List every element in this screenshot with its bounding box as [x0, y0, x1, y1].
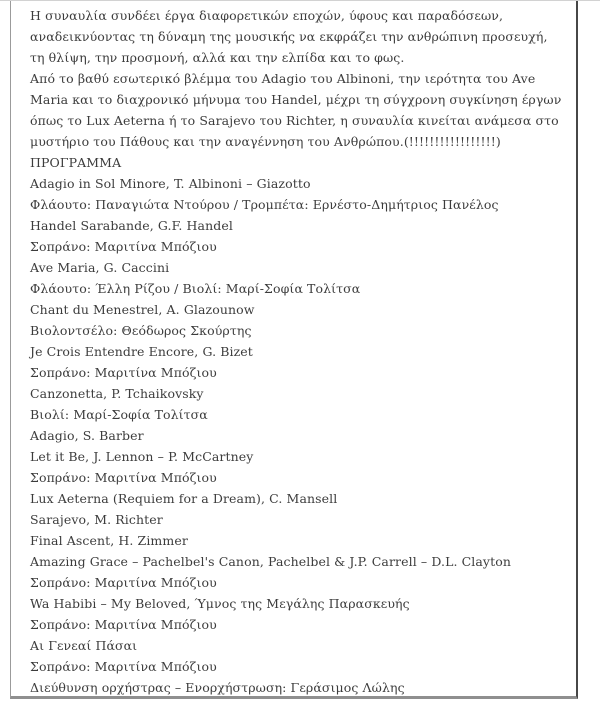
program-line: Διεύθυνση ορχήστρας – Ενορχήστρωση: Γεράσιμος Λώλης [30, 680, 405, 695]
intro-paragraph: Η συναυλία συνδέει έργα διαφορετικών εποχών, ύφους και παραδόσεων, αναδεικνύοντας τη δύναμη της μουσικής να εκφράζει την ανθρώπινη προσευχή, τη θλίψη, την προσμονή, αλλά και την ελπίδα και το φως. [30, 8, 548, 65]
program-line: Φλάουτο: Παναγιώτα Ντούρου / Τρομπέτα: Ερνέστο-Δημήτριος Πανέλος [30, 197, 499, 212]
program-line: Σοπράνο: Μαριτίνα Μπόζιου [30, 575, 217, 590]
program-line: Amazing Grace – Pachelbel's Canon, Pachelbel & J.P. Carrell – D.L. Clayton [30, 554, 511, 569]
program-line: Αι Γενεαί Πάσαι [30, 638, 138, 653]
program-line: Φλάουτο: Έλλη Ρίζου / Βιολί: Μαρί-Σοφία Τολίτσα [30, 281, 361, 296]
program-line: Adagio in Sol Minore, T. Albinoni – Giazotto [30, 176, 311, 191]
program-line: Lux Aeterna (Requiem for a Dream), C. Mansell [30, 491, 338, 506]
program-line: Final Ascent, H. Zimmer [30, 533, 188, 548]
program-list [30, 173, 562, 698]
program-line: Handel Sarabande, G.F. Handel [30, 218, 233, 233]
program-line: Βιολοντσέλο: Θεόδωρος Σκούρτης [30, 323, 252, 338]
program-line: Canzonetta, P. Tchaikovsky [30, 386, 204, 401]
program-line: Σοπράνο: Μαριτίνα Μπόζιου [30, 239, 217, 254]
program-line: Σοπράνο: Μαριτίνα Μπόζιου [30, 617, 217, 632]
program-line: Ave Maria, G. Caccini [30, 260, 170, 275]
program-heading: ΠΡΟΓΡΑΜΜΑ [30, 155, 122, 170]
program-line: Σοπράνο: Μαριτίνα Μπόζιου [30, 659, 217, 674]
program-line: Wa Habibi – My Beloved, Ύμνος της Μεγάλης Παρασκευής [30, 596, 410, 611]
program-line: Adagio, S. Barber [30, 428, 144, 443]
program-line: Let it Be, J. Lennon – P. McCartney [30, 449, 254, 464]
intro-paragraph: Από το βαθύ εσωτερικό βλέμμα του Adagio του Albinoni, την ιερότητα του Ave Maria και το διαχρονικό μήνυμα του Handel, μέχρι τη σύγχρονη συγκίνηση έργων όπως το Lux Aeterna ή το Sarajevo του Richter, η συναυλία κινείται ανάμεσα στο μυστήριο του Πάθους και την αναγέννηση του Ανθρώπου.(!!!!!!!!!!!!!!!!!) [30, 71, 562, 149]
concert-program-text [10, 1, 578, 699]
program-line: Σοπράνο: Μαριτίνα Μπόζιου [30, 365, 217, 380]
program-line: Sarajevo, M. Richter [30, 512, 163, 527]
program-line: Βιολί: Μαρί-Σοφία Τολίτσα [30, 407, 208, 422]
program-line: Je Crois Entendre Encore, G. Bizet [30, 344, 253, 359]
intro-section [30, 5, 562, 152]
program-line: Σοπράνο: Μαριτίνα Μπόζιου [30, 470, 217, 485]
program-line: Chant du Menestrel, A. Glazounow [30, 302, 255, 317]
